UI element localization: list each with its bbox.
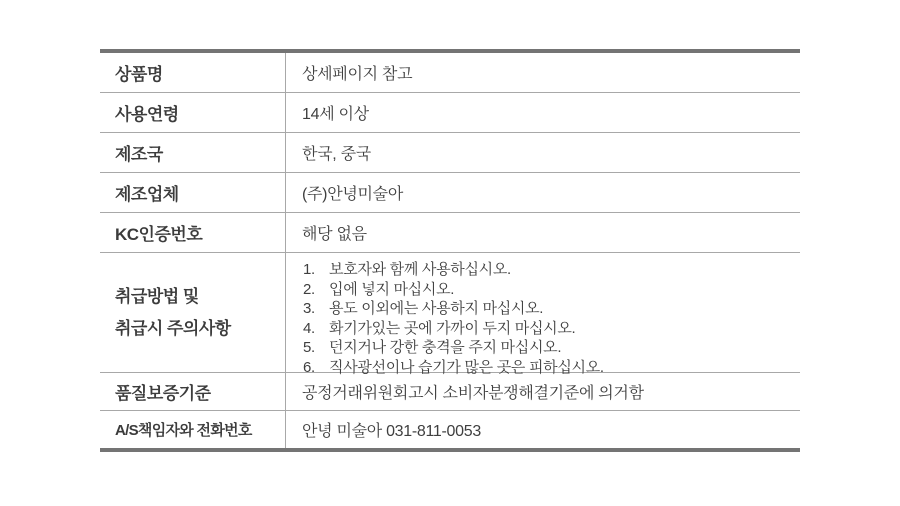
table-row-quality-warranty — [100, 372, 800, 410]
precaution-item-text: 보호자와 함께 사용하십시오. — [329, 261, 511, 278]
table-row-product-name — [100, 53, 800, 92]
precaution-item-text: 직사광선이나 습기가 많은 곳은 피하십시오. — [329, 358, 604, 376]
precaution-item-number: 5. — [303, 339, 315, 356]
precaution-item-text: 던지거나 강한 충격을 주지 마십시오. — [329, 339, 562, 356]
row-value: 안녕 미술아 031-811-0053 — [285, 411, 800, 448]
precaution-item-number: 1. — [303, 261, 315, 278]
table-row-kc-certification — [100, 212, 800, 252]
row-label: 사용연령 — [115, 105, 179, 124]
row-label: KC인증번호 — [115, 225, 203, 244]
row-value: 상세페이지 참고 — [285, 53, 800, 92]
precaution-item-text: 입에 넣지 마십시오. — [329, 280, 455, 298]
row-label-line: 취급시 주의사항 — [115, 318, 231, 338]
row-label — [100, 253, 285, 372]
precaution-item-text: 용도 이외에는 사용하지 마십시오. — [329, 300, 544, 317]
row-value: 14세 이상 — [285, 93, 800, 132]
row-label: 제조업체 — [115, 185, 179, 204]
table-row-as-contact — [100, 410, 800, 448]
row-value: (주)안녕미술아 — [285, 173, 800, 212]
precaution-item — [302, 260, 604, 280]
row-value — [285, 253, 800, 376]
row-label: 상품명 — [115, 65, 163, 84]
row-label-line: 취급방법 및 — [115, 286, 199, 306]
table-row-country-of-origin — [100, 132, 800, 172]
precaution-item — [302, 338, 604, 358]
table-row-handling-precautions — [100, 252, 800, 376]
row-label: A/S책임자와 전화번호 — [115, 422, 252, 439]
row-label: 제조국 — [115, 145, 163, 164]
table-row-manufacturer — [100, 172, 800, 212]
table-row-usage-age — [100, 92, 800, 132]
row-label: 품질보증기준 — [115, 384, 211, 403]
precaution-item — [302, 319, 604, 339]
row-value: 해당 없음 — [285, 213, 800, 252]
row-value: 한국, 중국 — [285, 133, 800, 172]
precaution-item-number: 2. — [303, 280, 315, 298]
precautions-list — [302, 260, 604, 377]
precaution-item — [302, 299, 604, 319]
precaution-item-text: 화기가있는 곳에 가까이 두지 마십시오. — [329, 319, 576, 337]
precaution-item-number: 4. — [303, 319, 315, 337]
row-value: 공정거래위원회고시 소비자분쟁해결기준에 의거함 — [285, 373, 800, 410]
precaution-item-number: 3. — [303, 300, 315, 317]
product-info-table — [100, 49, 800, 452]
precaution-item — [302, 280, 604, 300]
precaution-item-number: 6. — [303, 358, 315, 376]
